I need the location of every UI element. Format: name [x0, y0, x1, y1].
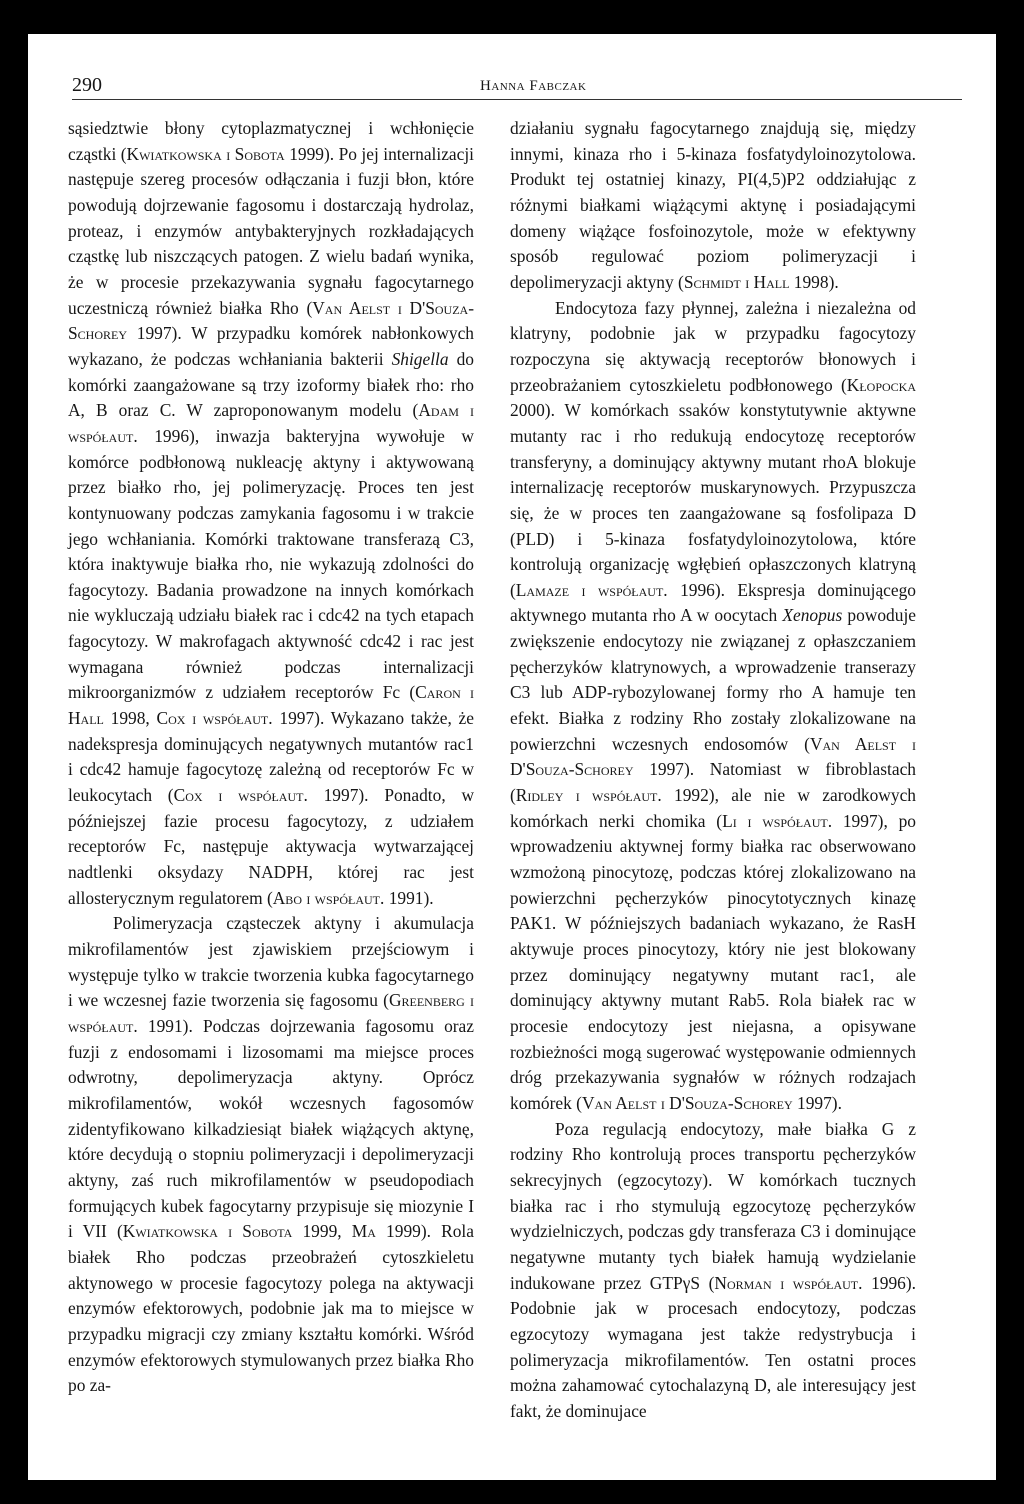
- citation: Caron i Hall: [68, 682, 474, 729]
- citation: Greenberg i współaut.: [68, 990, 474, 1036]
- journal-page: [28, 34, 996, 1480]
- header-rule: [72, 99, 962, 100]
- citation: Cox i współaut.: [173, 785, 308, 806]
- citation: Adam i współaut.: [68, 400, 474, 446]
- right-column: [510, 116, 916, 1424]
- page-number: 290: [72, 74, 102, 96]
- citation: Van Aelst i D'Souza-Schorey: [510, 733, 916, 780]
- paragraph: Polimeryzacja cząsteczek aktyny i akumulacja mikrofilamentów jest zjawiskiem przejściowym i występuje tylko w trakcie tworzenia kubka fagocytarnego i we wczesnej fazie tworzenia się fagosomu (Greenberg i współaut. 1991). Podczas dojrzewania fagosomu oraz fuzji z endosomami i lizosomami ma miejsce proces odwrotny, depolimeryzacja aktyny. Oprócz mikrofilamentów, wokół wczesnych fagosomów zidentyfikowano kilkadziesiąt białek wiążących aktynę, które decydują o stopniu polimeryzacji i depolimeryzacji aktyny, zaś ruch mikrofilamentów w pseudopodiach formujących kubek fagocytarny przypisuje się miozynie I i VII (Kwiatkowska i Sobota 1999, Ma 1999). Rola białek Rho podczas przeobrażeń cytoszkieletu aktynowego w procesie fagocytozy polega na aktywacji enzymów efektorowych, podobnie jak ma to miejsce w przypadku migracji czy zmiany kształtu komórki. Wśród enzymów efektorowych stymulowanych przez białka Rho po za-: [68, 913, 474, 1396]
- paragraph: działaniu sygnału fagocytarnego znajdują się, między innymi, kinaza rho i 5-kinaza fosfatydyloinozytolowa. Produkt tej ostatniej kinazy, PI(4,5)P2 oddziałując z różnymi białkami wiążącymi aktynę i posiadającymi domeny wiążące fosfoinozytole, może w efektywny sposób regulować poziom polimeryzacji i depolimeryzacji aktyny (Schmidt i Hall 1998).: [510, 118, 916, 292]
- citation: Norman i współaut.: [714, 1272, 863, 1293]
- paragraph: sąsiedztwie błony cytoplazmatycznej i wchłonięcie cząstki (Kwiatkowska i Sobota 1999). Po jej internalizacji następuje szereg procesów odłączania i fuzji błon, które powodują dojrzewanie fagosomu i dostarczają hydrolaz, proteaz, i enzymów antybakteryjnych rozkładających cząstkę lub niszczących patogen. Z wielu badań wynika, że w procesie przekazywania sygnału fagocytarnego uczestniczą również białka Rho (Van Aelst i D'Souza-Schorey 1997). W przypadku komórek nabłonkowych wykazano, że podczas wchłaniania bakterii Shigella do komórki zaangażowane są trzy izoformy białek rho: rho A, B oraz C. W zaproponowanym modelu (Adam i współaut. 1996), inwazja bakteryjna wywołuje w komórce podbłonową nukleację aktyny i aktywowaną przez białko rho, jej polimeryzację. Proces ten jest kontynuowany podczas zamykania fagosomu i w trakcie jego wchłaniania. Komórki traktowane transferazą C3, która inaktywuje białka rho, nie wykazują zdolności do fagocytozy. Badania prowadzone na innych komórkach nie wykluczają udziału białek rac i cdc42 na tych etapach fagocytozy. W makrofagach aktywność cdc42 i rac jest wymagana również podczas internalizacji mikroorganizmów z udziałem receptorów Fc (Caron i Hall 1998, Cox i współaut. 1997). Wykazano także, że nadekspresja dominujących negatywnych mutantów rac1 i cdc42 hamuje fagocytozę zależną od receptorów Fc w leukocytach (Cox i współaut. 1997). Ponadto, w późniejszej fazie procesu fagocytozy, z udziałem receptorów Fc, następuje aktywacja wytwarzającej nadtlenki oksydazy NADPH, której rac jest allosterycznym regulatorem (Abo i współaut. 1991).: [68, 118, 475, 908]
- genus-name: Shigella: [391, 348, 449, 369]
- paragraph: Endocytoza fazy płynnej, zależna i niezależna od klatryny, podobnie jak w przypadku fagocytozy rozpoczyna się aktywacją receptorów błonowych i przeobrażaniem cytoszkieletu podbłonowego (Kłopocka 2000). W komórkach ssaków konstytutywnie aktywne mutanty rac i rho redukują endocytozę receptorów transferyny, a dominujący aktywny mutant rhoA blokuje internalizację receptorów muskarynowych. Przypuszcza się, że w proces ten zaangażowane są fosfolipaza D (PLD) i 5-kinaza fosfatydyloinozytolowa, które kontrolują organizację wgłębień opłaszczonych klatryną (Lamaze i współaut. 1996). Ekspresja dominującego aktywnego mutanta rho A w oocytach Xenopus powoduje zwiększenie endocytozy nie związanej z opłaszczaniem pęcherzyków klatrynowych, a wprowadzenie transerazy C3 lub ADP-rybozylowanej formy rho A hamuje ten efekt. Białka z rodziny Rho zostały zlokalizowane na powierzchni wczesnych endosomów (Van Aelst i D'Souza-Schorey 1997). Natomiast w fibroblastach (Ridley i współaut. 1992), ale nie w zarodkowych komórkach nerki chomika (Li i współaut. 1997), po wprowadzeniu aktywnej formy białka rac obserwowano wzmożoną pinocytozę, podczas której zlokalizowano na powierzchni pęcherzyków pinocytotycznych kinazę PAK1. W późniejszych badaniach wykazano, że RasH aktywuje proces pinocytozy, który nie jest blokowany przez dominujący negatywny mutant rac1, ale dominujący aktywny mutant Rab5. Rola białek rac w procesie endocytozy jest niejasna, a opisywane rozbieżności mogą sugerować występowanie odmiennych dróg przekazywania sygnałów w różnych rodzajach komórek (Van Aelst i D'Souza-Schorey 1997).: [510, 297, 917, 1113]
- citation: Lamaze i współaut.: [515, 579, 668, 600]
- citation: Van Aelst i D'Souza-Schorey: [68, 297, 474, 344]
- citation: Cox i współaut.: [156, 708, 273, 729]
- running-head-author: Hanna Fabczak: [480, 78, 587, 94]
- citation: Kwiatkowska i Sobota: [122, 1221, 293, 1242]
- citation: Li i współaut.: [722, 810, 833, 831]
- citation: Ridley i współaut.: [515, 785, 662, 806]
- running-head: [72, 72, 962, 98]
- paragraph: Poza regulacją endocytozy, małe białka G z rodziny Rho kontrolują proces transportu pęcherzyków sekrecyjnych (egzocytozy). W komórkach tucznych białka rac i rho stymulują egzocytozę pęcherzyków wydzielniczych, podczas gdy transferaza C3 i dominujące negatywne mutanty tych białek hamują wydzielanie indukowane przez GTPγS (Norman i współaut. 1996). Podobnie jak w procesach endocytozy, podczas egzocytozy wymagana jest także redystrybucja i polimeryzacja mikrofilamentów. Ten ostatni proces można zahamować cytochalazyną D, ale interesujący jest fakt, że dominujace: [510, 1118, 916, 1421]
- citation: Kwiatkowska i Sobota: [126, 143, 285, 164]
- left-column: [68, 116, 474, 1399]
- citation: Abo i współaut.: [272, 887, 385, 908]
- citation: Kłopocka: [846, 374, 916, 395]
- citation: Schmidt i Hall: [683, 271, 790, 292]
- citation: Van Aelst i D'Souza-Schorey: [581, 1092, 793, 1113]
- citation: Ma: [351, 1221, 376, 1242]
- genus-name: Xenopus: [782, 605, 843, 626]
